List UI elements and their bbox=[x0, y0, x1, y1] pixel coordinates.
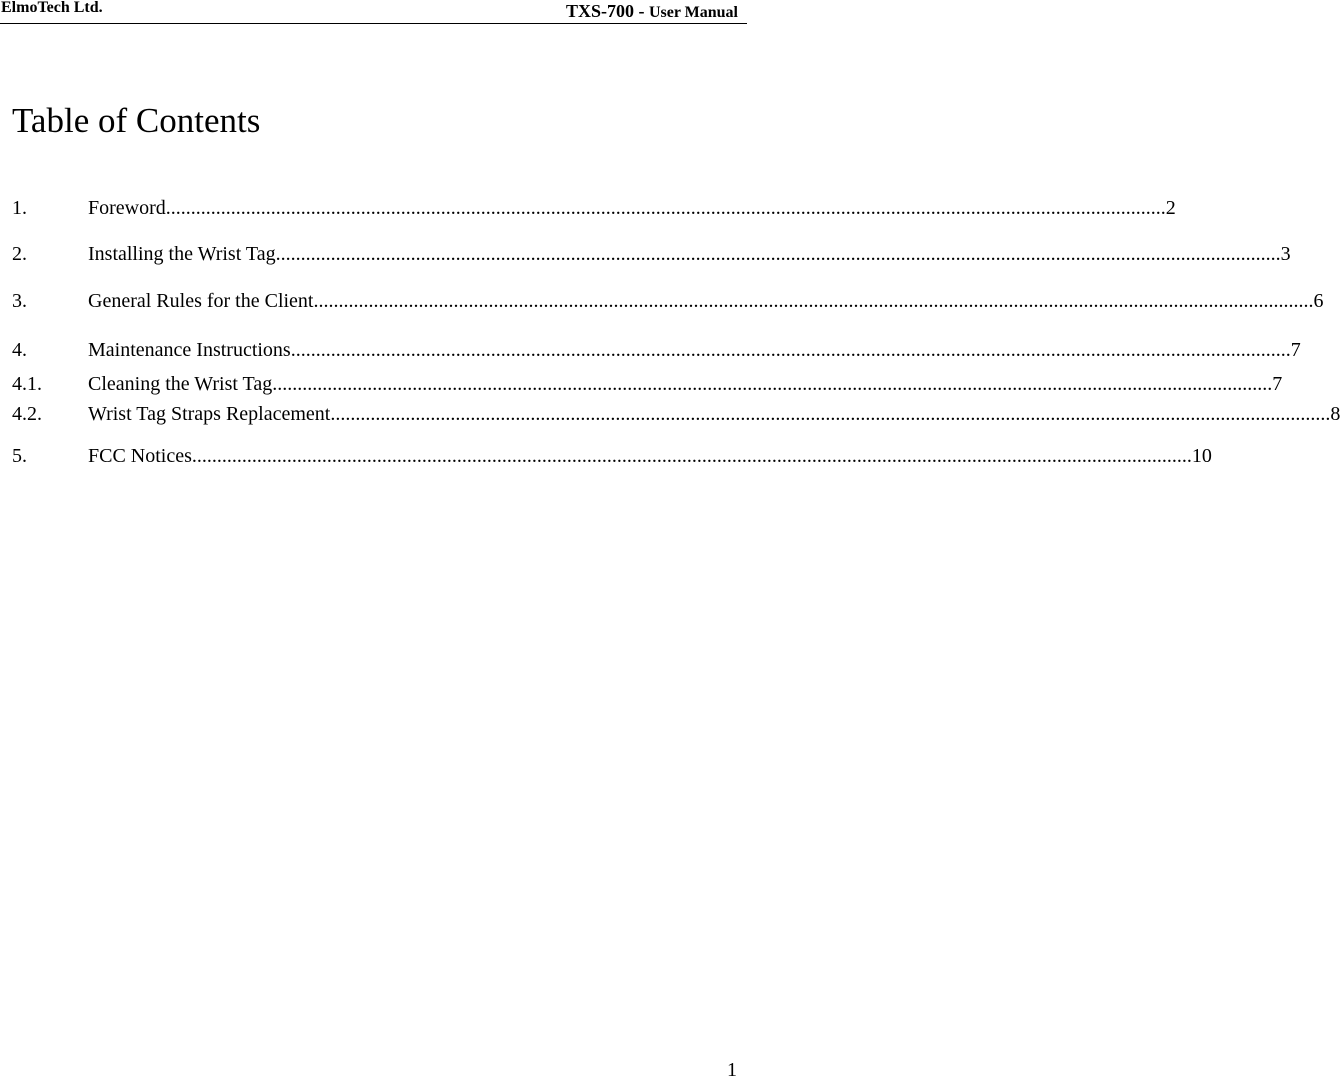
toc-entry-number: 4. bbox=[12, 339, 27, 361]
toc-entry-text: Cleaning the Wrist Tag bbox=[88, 373, 273, 395]
toc-entry-page: 3 bbox=[1280, 243, 1291, 265]
company-name: ElmoTech Ltd. bbox=[1, 0, 103, 16]
toc-entry-page: 2 bbox=[1165, 197, 1176, 219]
toc-entry-number: 1. bbox=[12, 197, 27, 219]
toc-entry-maintenance-instructions[interactable] bbox=[12, 338, 1301, 362]
toc-entry-text: Foreword bbox=[88, 197, 166, 219]
toc-entry-text: FCC Notices bbox=[88, 445, 192, 467]
toc-leader-dots: ........................................................................................................................................................................................................ bbox=[330, 403, 1331, 425]
toc-entry-number: 4.1. bbox=[12, 373, 42, 395]
toc-entry-fcc-notices[interactable] bbox=[12, 444, 1212, 468]
toc-leader-dots: ........................................................................................................................................................................................................ bbox=[272, 373, 1273, 395]
toc-entry-cleaning-wrist-tag[interactable] bbox=[12, 372, 1283, 396]
toc-entry-number: 2. bbox=[12, 243, 27, 265]
toc-leader-dots: ........................................................................................................................................................................................................ bbox=[313, 290, 1314, 312]
toc-entry-page: 8 bbox=[1330, 403, 1340, 425]
toc-entry-general-rules[interactable] bbox=[12, 289, 1324, 313]
document-name: User Manual bbox=[648, 4, 738, 21]
page-header bbox=[0, 0, 747, 24]
document-title bbox=[566, 1, 738, 22]
toc-entry-text: Maintenance Instructions bbox=[88, 339, 291, 361]
toc-entry-text: General Rules for the Client bbox=[88, 290, 314, 312]
toc-entry-installing-wrist-tag[interactable] bbox=[12, 242, 1291, 266]
toc-entry-page: 7 bbox=[1272, 373, 1283, 395]
toc-leader-dots: ........................................................................................................................................................................................................ bbox=[290, 339, 1291, 361]
document-model: TXS-700 - bbox=[565, 1, 649, 21]
page-number: 1 bbox=[727, 1059, 737, 1081]
toc-entry-text: Wrist Tag Straps Replacement bbox=[88, 403, 331, 425]
toc-leader-dots: ........................................................................................................................................................................................................ bbox=[191, 445, 1192, 467]
toc-title: Table of Contents bbox=[12, 101, 261, 140]
toc-entry-page: 10 bbox=[1191, 445, 1212, 467]
toc-entry-straps-replacement[interactable] bbox=[12, 402, 1340, 426]
toc-entry-number: 3. bbox=[12, 290, 27, 312]
toc-entry-foreword[interactable] bbox=[12, 196, 1176, 220]
toc-leader-dots: ........................................................................................................................................................................................................ bbox=[165, 197, 1166, 219]
toc-entry-page: 7 bbox=[1290, 339, 1301, 361]
toc-entry-number: 4.2. bbox=[12, 403, 42, 425]
toc-leader-dots: ........................................................................................................................................................................................................ bbox=[280, 243, 1281, 265]
toc-entry-number: 5. bbox=[12, 445, 27, 467]
toc-entry-text: Installing the Wrist Tag. bbox=[88, 243, 281, 265]
toc-entry-page: 6 bbox=[1313, 290, 1324, 312]
